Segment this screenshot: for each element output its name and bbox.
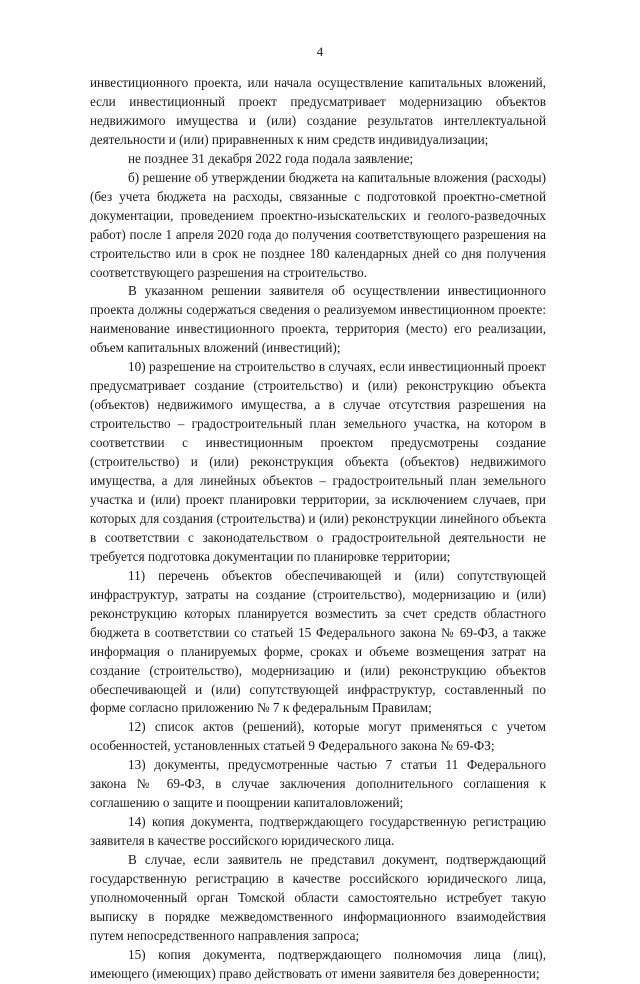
paragraph-item-11: 11) перечень объектов обеспечивающей и (или) сопутствующей инфраструктур, затраты на создание (строительство), модернизацию и (или) реконструкцию которых планируется возместить за счет средств областного бюджета в соответствии со статьей 15 Федерального закона № 69-ФЗ, а также информация о планируемых форме, сроках и объеме возмещения затрат на создание (строительство), модернизацию и (или) реконструкцию объектов обеспечивающей и (или) сопутствующей инфраструктур, составленный по форме согласно приложению № 7 к федеральным Правилам; bbox=[90, 567, 546, 716]
paragraph-item-b: б) решение об утверждении бюджета на капитальные вложения (расходы) (без учета бюджета на расходы, связанные с подготовкой проектно-сметной документации, проведением проектно-изыскательских и геолого-разведочных работ) после 1 апреля 2020 года до получения соответствующего разрешения на строительство или в срок не позднее 180 календарных дней со дня получения соответствующего разрешения на строительство. bbox=[90, 169, 546, 280]
paragraph-decision-content: В указанном решении заявителя об осуществлении инвестиционного проекта должны содержаться сведения о реализуемом инвестиционном проекте: наименование инвестиционного проекта, территория (место) его реализации, объем капитальных вложений (инвестиций); bbox=[90, 283, 546, 356]
paragraph-deadline: не позднее 31 декабря 2022 года подала заявление; bbox=[128, 150, 414, 166]
document-body bbox=[90, 74, 546, 984]
paragraph-item-10: 10) разрешение на строительство в случаях, если инвестиционный проект предусматривает создание (строительство) и (или) реконструкцию объекта (объектов) недвижимого имущества, а в случае отсутствия разрешения на строительство – градостроительный план земельного участка, на котором в соответствии с инвестиционным проектом предусмотрены создание (строительство) и (или) реконструкция объекта (объектов) недвижимого имущества, а для линейных объектов – градостроительный план земельного участка и (или) проект планировки территории, за исключением случаев, при которых для создания (строительства) и (или) реконструкции линейного объекта в соответствии с законодательством о градостроительной деятельности не требуется подготовка документации по планировке территории; bbox=[90, 359, 546, 564]
paragraph-item-14: 14) копия документа, подтверждающего государственную регистрацию заявителя в качестве российского юридического лица. bbox=[90, 814, 546, 849]
paragraph-item-12: 12) список актов (решений), которые могут применяться с учетом особенностей, установленных статьей 9 Федерального закона № 69-ФЗ; bbox=[90, 719, 546, 754]
paragraph-continuation: инвестиционного проекта, или начала осуществление капитальных вложений, если инвестиционный проект предусматривает модернизацию объектов недвижимого имущества и (или) создание результатов интеллектуальной деятельности и (или) приравненных к ним средств индивидуализации; bbox=[90, 75, 546, 147]
paragraph-item-13: 13) документы, предусмотренные частью 7 статьи 11 Федерального закона № 69-ФЗ, в случае заключения дополнительного соглашения к соглашению о защите и поощрении капиталовложений; bbox=[90, 757, 546, 811]
paragraph-item-15: 15) копия документа, подтверждающего полномочия лица (лиц), имеющего (имеющих) право действовать от имени заявителя без доверенности; bbox=[90, 946, 546, 981]
paragraph-registration-request: В случае, если заявитель не представил документ, подтверждающий государственную регистрацию в качестве российского юридического лица, уполномоченный орган Томской области самостоятельно истребует такую выписку в порядке межведомственного информационного взаимодействия путем непосредственного направления запроса; bbox=[90, 852, 546, 943]
page-number: 4 bbox=[316, 44, 324, 59]
